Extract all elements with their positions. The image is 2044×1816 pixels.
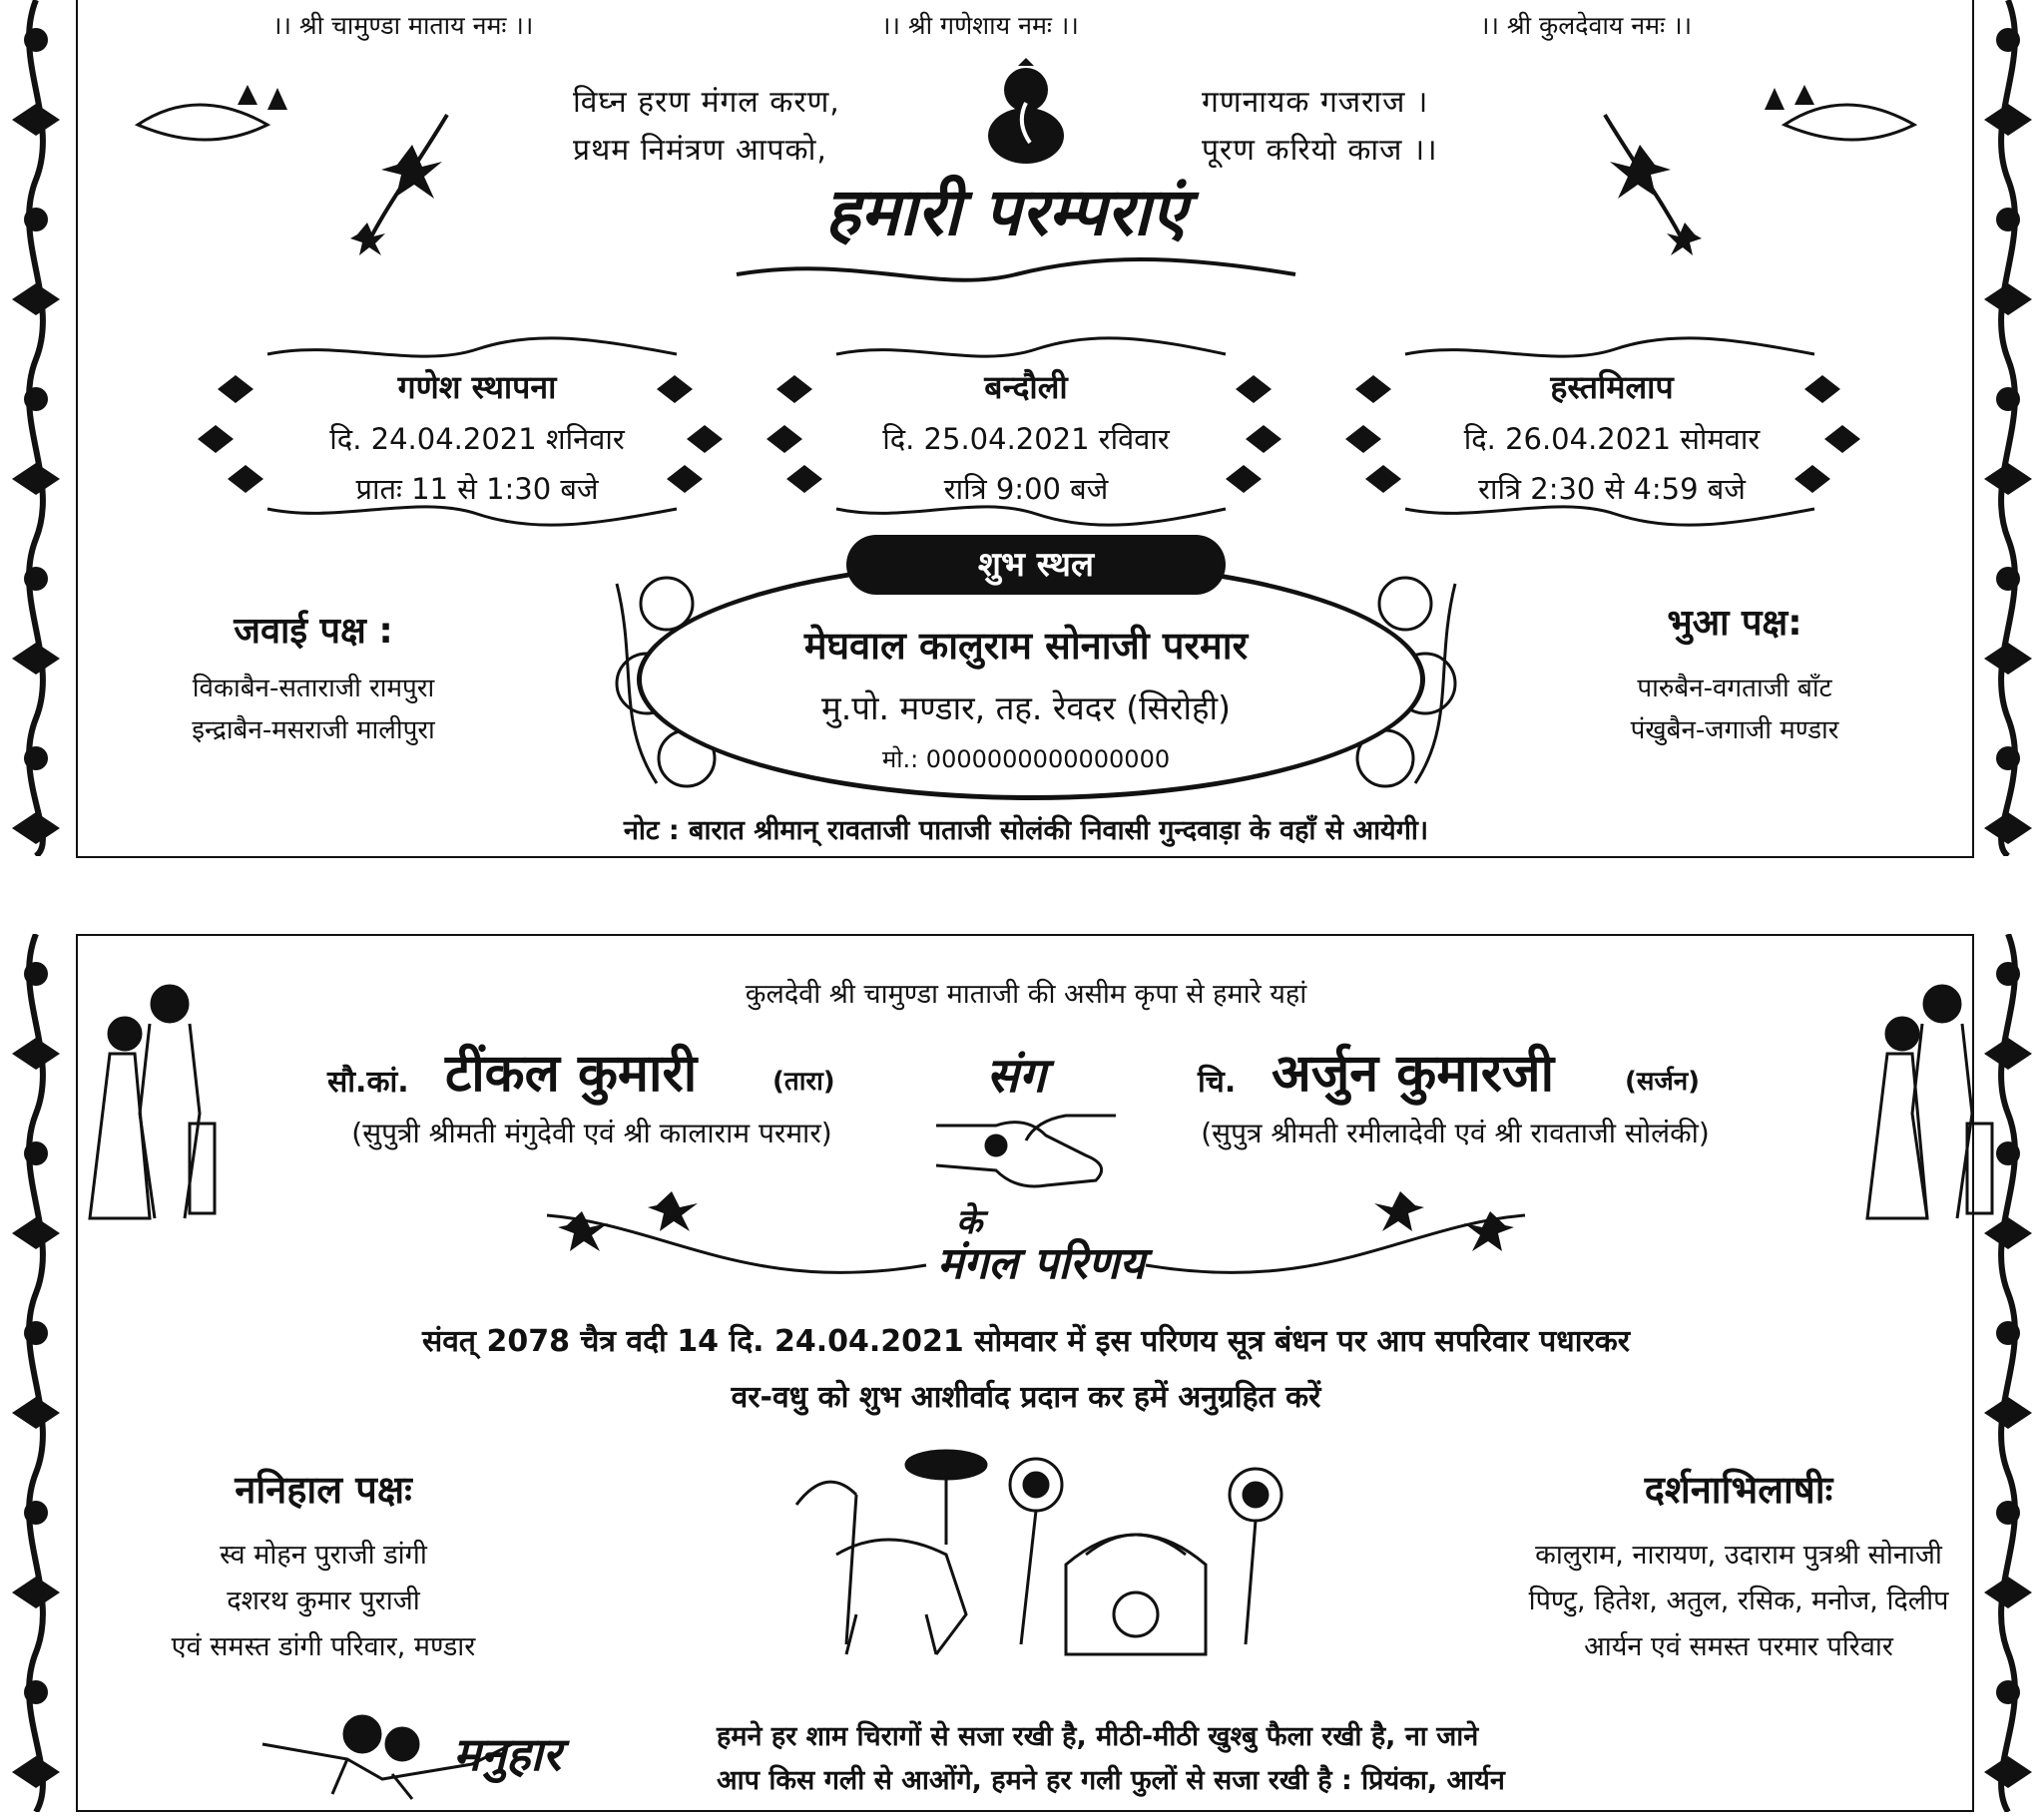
event-2-name: बन्दौली <box>984 368 1068 406</box>
invocation-chamunda: ।। श्री चामुण्डा माताय नमः ।। <box>272 11 534 40</box>
invocation-ganesh: ।। श्री गणेशाय नमः ।। <box>881 11 1079 40</box>
nanihal-line-2: दशरथ कुमार पुराजी <box>227 1586 420 1616</box>
darshanabhilashi-line-3: आर्यन एवं समस्त परमार परिवार <box>1584 1631 1893 1662</box>
event-3-date: दि. 26.04.2021 सोमवार <box>1463 422 1761 456</box>
groom-alias: (सर्जन) <box>1625 1067 1701 1097</box>
bottom-invitation-card <box>76 934 1974 1812</box>
baraat-note: नोट : बारात श्रीमान् रावताजी पाताजी सोलंकी निवासी गुन्दवाड़ा के वहाँ से आयेगी। <box>623 815 1429 846</box>
verse-left-line-2: प्रथम निमंत्रण आपको, <box>573 133 827 168</box>
manuhar-label: मनुहार <box>453 1727 562 1781</box>
handshake-icon <box>936 1096 1116 1195</box>
nanihal-line-3: एवं समस्त डांगी परिवार, मण्डार <box>171 1631 476 1662</box>
mangal-parinay-title: मंगल परिणय <box>937 1238 1145 1289</box>
event-1-time: प्रातः 11 से 1:30 बजे <box>355 472 599 506</box>
invocation-kuldev: ।। श्री कुलदेवाय नमः ।। <box>1480 11 1693 40</box>
bride-alias: (तारा) <box>772 1067 835 1097</box>
groom-parents: (सुपुत्र श्रीमती रमीलादेवी एवं श्री रावताजी सोलंकी) <box>1201 1117 1710 1149</box>
event-3-name: हस्तमिलाप <box>1550 368 1674 406</box>
top-invitation-card <box>76 0 1974 858</box>
left-floral-border-top <box>2 0 70 856</box>
nanihal-paksh-title: ननिहाल पक्षः <box>235 1468 412 1512</box>
couple-illustration-right-icon <box>1862 974 2002 1223</box>
bhua-paksh-line-1: पारुबैन-वगताजी बाँट <box>1637 674 1832 703</box>
title-flourish-icon <box>737 244 1295 304</box>
event-1-date: दि. 24.04.2021 शनिवार <box>329 422 625 456</box>
invite-line-1: संवत् 2078 चैत्र वदी 14 दि. 24.04.2021 सोमवार में इस परिणय सूत्र बंधन पर आप सपरिवार पधारकर <box>421 1324 1631 1359</box>
bride-parents: (सुपुत्री श्रीमती मंगुदेवी एवं श्री कालाराम परमार) <box>351 1117 832 1149</box>
venue-address: मु.पो. मण्डार, तह. रेवदर (सिरोही) <box>821 688 1231 727</box>
couple-illustration-left-icon <box>80 974 220 1223</box>
jawai-paksh-line-2: इन्द्राबैन-मसराजी मालीपुरा <box>192 715 435 745</box>
manuhar-line-1: हमने हर शाम चिरागों से सजा रखी है, मीठी-मीठी खुश्बु फैला रखी है, ना जाने <box>717 1721 1479 1752</box>
sang-connector: संग <box>986 1048 1046 1104</box>
nanihal-line-1: स्व मोहन पुराजी डांगी <box>220 1540 427 1571</box>
kuldevi-blessing: कुलदेवी श्री चामुण्डा माताजी की असीम कृपा से हमारे यहां <box>745 979 1307 1010</box>
floral-vine-icon <box>2 0 70 856</box>
manuhar-line-2: आप किस गली से आओंगे, हमने हर गली फुलों से सजा रखी है : प्रियंका, आर्यन <box>717 1765 1505 1796</box>
venue-phone: मो.: 0000000000000000 <box>881 745 1171 773</box>
floral-vine-icon <box>1974 0 2042 856</box>
venue-host-name: मेघवाल कालुराम सोनाजी परमार <box>803 624 1249 668</box>
floral-spray-left-icon <box>118 85 477 254</box>
script-title-hamari-parampara: हमारी परम्पराएं <box>824 173 1188 250</box>
bride-name: टींकल कुमारी <box>445 1044 698 1104</box>
baraat-procession-icon <box>776 1445 1295 1664</box>
invite-line-2: वर-वधु को शुभ आशीर्वाद प्रदान कर हमें अनुग्रहित करें <box>731 1380 1321 1415</box>
event-1-name: गणेश स्थापना <box>397 368 557 406</box>
verse-right-line-2: पूरण करियो काज ।। <box>1202 133 1438 168</box>
bhua-paksh-title: भुआ पक्ष: <box>1667 603 1802 644</box>
darshanabhilashi-line-1: कालुराम, नारायण, उदाराम पुत्रश्री सोनाजी <box>1535 1540 1942 1571</box>
bhua-paksh-line-2: पंखुबैन-जगाजी मण्डार <box>1630 715 1839 745</box>
darshanabhilashi-title: दर्शनाभिलाषीः <box>1644 1468 1833 1512</box>
verse-right-line-1: गणनायक गजराज । <box>1202 85 1429 120</box>
floral-spray-mangal-left-icon <box>547 1185 926 1295</box>
venue-label-pill: शुभ स्थल <box>846 535 1226 595</box>
jawai-paksh-title: जवाई पक्ष : <box>234 611 393 652</box>
groom-name: अर्जुन कुमारजी <box>1272 1044 1555 1104</box>
floral-vine-icon <box>2 934 70 1812</box>
left-floral-border-bottom <box>2 934 70 1812</box>
jawai-paksh-line-1: विकाबैन-सताराजी रामपुरा <box>192 674 435 703</box>
darshanabhilashi-line-2: पिण्टु, हितेश, अतुल, रसिक, मनोज, दिलीप <box>1528 1586 1949 1616</box>
ke-label: के <box>956 1202 983 1242</box>
right-floral-border-top <box>1974 0 2042 856</box>
verse-left-line-1: विघ्न हरण मंगल करण, <box>573 85 840 120</box>
groom-prefix: चि. <box>1198 1065 1237 1100</box>
ganesha-icon <box>978 58 1074 168</box>
bride-prefix: सौ.कां. <box>327 1065 409 1100</box>
event-2-date: दि. 25.04.2021 रविवार <box>882 422 1170 456</box>
event-2-time: रात्रि 9:00 बजे <box>943 472 1109 506</box>
event-3-time: रात्रि 2:30 से 4:59 बजे <box>1478 472 1746 506</box>
floral-spray-right-icon <box>1575 85 1934 254</box>
floral-spray-mangal-right-icon <box>1146 1185 1525 1295</box>
